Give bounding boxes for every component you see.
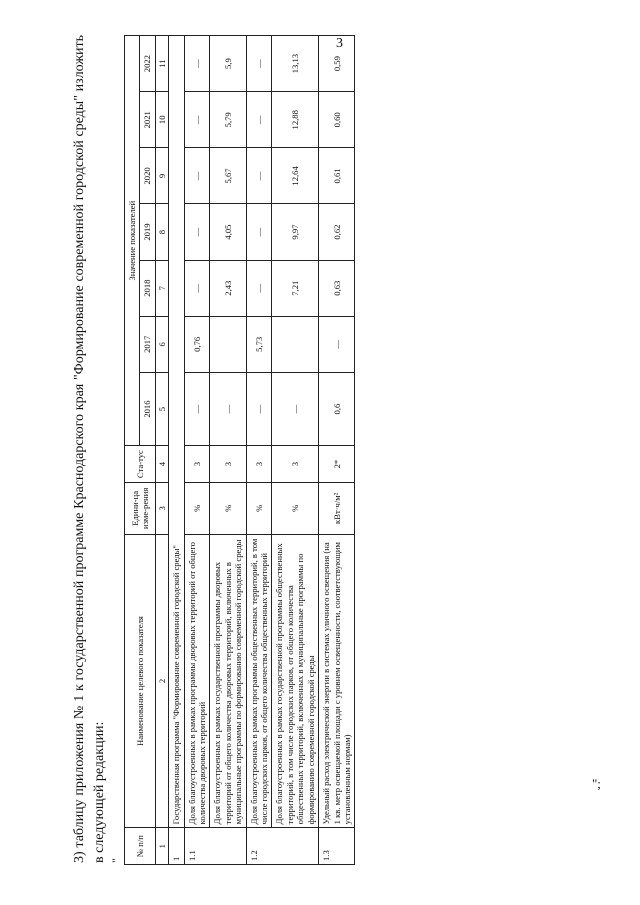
status-cell: 3 [210, 446, 246, 483]
value-cell: — [246, 36, 272, 92]
value-cell: 0,6 [319, 372, 355, 445]
program-row [169, 36, 184, 865]
unit-cell: % [272, 482, 319, 534]
header-year: 2022 [140, 36, 155, 92]
value-cell: 0,60 [319, 92, 355, 148]
value-cell: 5,9 [210, 36, 246, 92]
table-row [210, 36, 246, 865]
header-year: 2016 [140, 372, 155, 445]
value-cell: 0,61 [319, 148, 355, 204]
status-cell: 2* [319, 446, 355, 483]
value-cell: 0,59 [319, 36, 355, 92]
value-cell: — [272, 372, 319, 445]
intro-text: 3) таблицу приложения № 1 к государственной программе Краснодарского края "Формирование современной городской среды" изложить в следующей редакции: [72, 35, 107, 863]
table-row [272, 36, 319, 865]
value-cell: 7,21 [272, 260, 319, 316]
column-numbers-row [155, 36, 168, 865]
row-number: 1.3 [319, 828, 355, 865]
value-cell: — [184, 148, 210, 204]
value-cell: 0,76 [184, 316, 210, 372]
table-row [246, 36, 272, 865]
value-cell: — [184, 36, 210, 92]
value-cell: 9,97 [272, 204, 319, 260]
value-cell: 4,05 [210, 204, 246, 260]
column-number: 6 [155, 316, 168, 372]
unit-cell: % [210, 482, 246, 534]
value-cell: — [319, 316, 355, 372]
column-number: 4 [155, 446, 168, 483]
column-number: 3 [155, 482, 168, 534]
header-year: 2019 [140, 204, 155, 260]
closing-quote-mark: "; [592, 776, 601, 791]
header-status: Ста-тус [125, 446, 156, 483]
indicator-name: Доля благоустроенных в рамках государственной программы дворовых территорий от общего количества дворовых территорий, включенных в муниципальные программы по формированию современной городской среды [210, 534, 246, 828]
column-number: 10 [155, 92, 168, 148]
header-year: 2020 [140, 148, 155, 204]
column-number: 2 [155, 534, 168, 828]
value-cell: — [184, 260, 210, 316]
indicator-name: Удельный расход электрической энергии в системах уличного освещения (на 1 кв. метр освещаемой площади с уровнем освещенности, соответствующим установленным нормам) [319, 534, 355, 828]
value-cell: — [184, 92, 210, 148]
value-cell: — [184, 204, 210, 260]
table-row [319, 36, 355, 865]
program-title: Государственная программа "Формирование современной городской среды" [169, 36, 184, 828]
row-number: 1.1 [184, 828, 246, 865]
value-cell: — [246, 260, 272, 316]
value-cell: 13,13 [272, 36, 319, 92]
intro-paragraph [70, 35, 122, 863]
header-num: № п/п [125, 828, 156, 865]
value-cell: 5,73 [246, 316, 272, 372]
value-cell: 5,67 [210, 148, 246, 204]
value-cell: — [246, 148, 272, 204]
unit-cell: кВт·ч/м² [319, 482, 355, 534]
status-cell: 3 [246, 446, 272, 483]
header-year: 2018 [140, 260, 155, 316]
header-year: 2017 [140, 316, 155, 372]
table-row [184, 36, 210, 865]
indicator-name: Доля благоустроенных в рамках государственной программы общественных территорий, в том числе городских парков, от общего количества общественных территорий, включенных в муниципальные программы по формированию современной городской среды [272, 534, 319, 828]
column-number: 11 [155, 36, 168, 92]
value-cell: 0,63 [319, 260, 355, 316]
row-number: 1 [169, 828, 184, 865]
header-name: Наименование целевого показателя [125, 534, 156, 828]
rotated-content [70, 35, 580, 865]
indicators-table [124, 35, 355, 865]
unit-cell: % [184, 482, 210, 534]
value-cell: — [210, 372, 246, 445]
status-cell: 3 [184, 446, 210, 483]
column-number: 9 [155, 148, 168, 204]
header-unit: Едини-ца изме-рения [125, 482, 156, 534]
indicator-name: Доля благоустроенных в рамках программы общественных территорий, в том числе городских парков, от общего количества общественных территорий [246, 534, 272, 828]
value-cell: — [246, 92, 272, 148]
indicator-name: Доля благоустроенных в рамках программы дворовых территорий от общего количества дворовых территорий [184, 534, 210, 828]
value-cell: 2,43 [210, 260, 246, 316]
column-number: 5 [155, 372, 168, 445]
column-number: 7 [155, 260, 168, 316]
page-number: 3 [336, 36, 343, 51]
value-cell [272, 316, 319, 372]
value-cell [210, 316, 246, 372]
status-cell: 3 [272, 446, 319, 483]
value-cell: — [184, 372, 210, 445]
column-number: 8 [155, 204, 168, 260]
opening-quote: " [109, 858, 123, 863]
value-cell: — [246, 372, 272, 445]
header-year: 2021 [140, 92, 155, 148]
value-cell: — [246, 204, 272, 260]
header-values-group: Значение показателей [125, 36, 140, 446]
value-cell: 12,64 [272, 148, 319, 204]
value-cell: 5,79 [210, 92, 246, 148]
value-cell: 12,88 [272, 92, 319, 148]
value-cell: 0,62 [319, 204, 355, 260]
column-number: 1 [155, 828, 168, 865]
row-number: 1.2 [246, 828, 318, 865]
unit-cell: % [246, 482, 272, 534]
